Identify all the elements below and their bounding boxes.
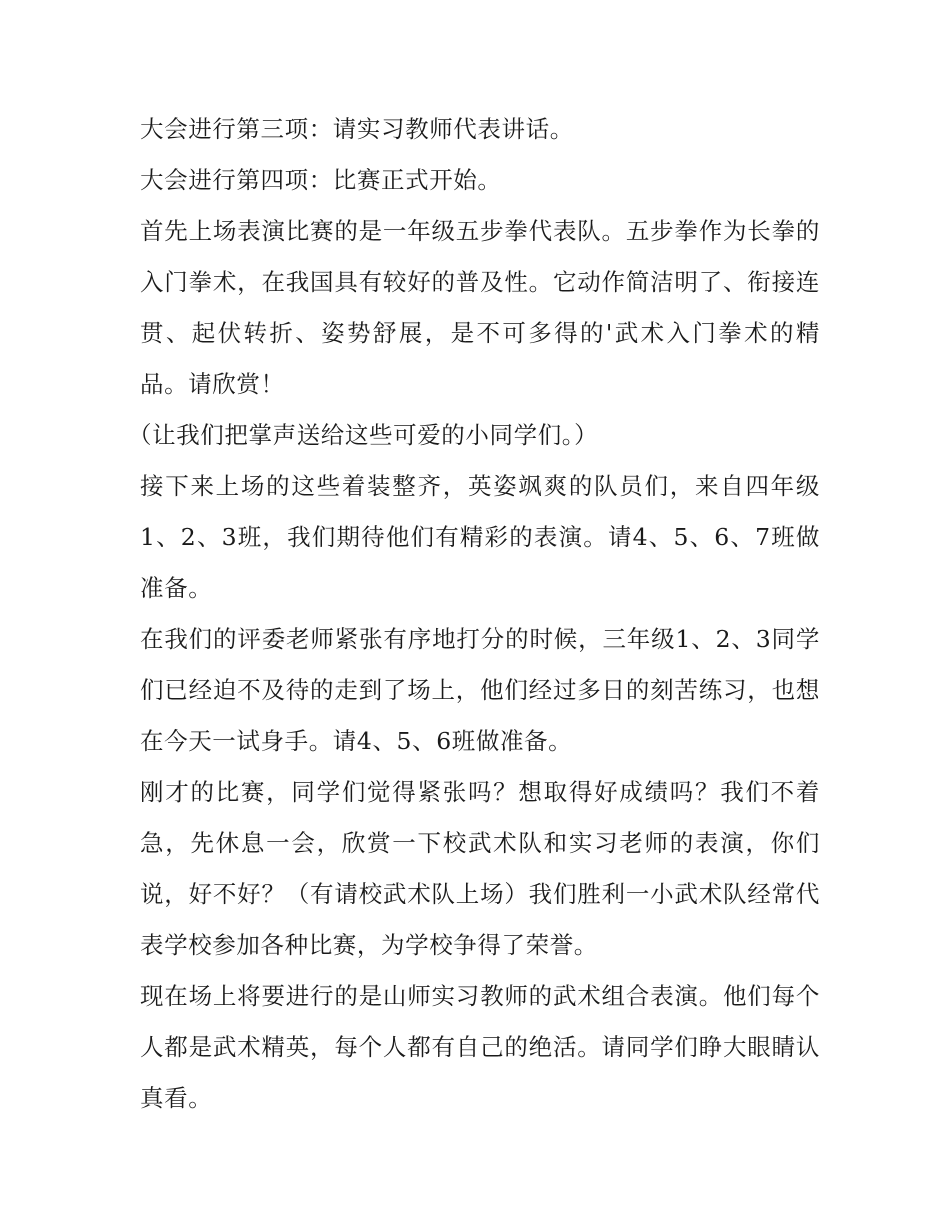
paragraph-teacher-performance: 现在场上将要进行的是山师实习教师的武术组合表演。他们每个人都是武术精英，每个人都有自己的绝活。请同学们睁大眼睛认真看。 (140, 982, 820, 1112)
paragraph-grade-four-team: 接下来上场的这些着装整齐，英姿飒爽的队员们，来自四年级1、2、3班，我们期待他们有精彩的表演。请4、5、6、7班做准备。 (140, 472, 820, 602)
paragraph-applause-note: （让我们把掌声送给这些可爱的小同学们。） (128, 421, 599, 449)
paragraph-agenda-item-4: 大会进行第四项：比赛正式开始。 (140, 166, 502, 194)
paragraph-grade-three-team: 在我们的评委老师紧张有序地打分的时候，三年级1、2、3同学们已经迫不及待的走到了场上，他们经过多日的刻苦练习，也想在今天一试身手。请4、5、6班做准备。 (140, 625, 820, 755)
document-body (128, 104, 820, 1124)
paragraph-intermission: 刚才的比赛，同学们觉得紧张吗？想取得好成绩吗？我们不着急，先休息一会，欣赏一下校武术队和实习老师的表演，你们说，好不好？（有请校武术队上场）我们胜利一小武术队经常代表学校参加各种比赛，为学校争得了荣誉。 (140, 778, 820, 959)
paragraph-first-performance: 首先上场表演比赛的是一年级五步拳代表队。五步拳作为长拳的入门拳术，在我国具有较好的普及性。它动作简洁明了、衔接连贯、起伏转折、姿势舒展，是不可多得的'武术入门拳术的精品。请欣赏！ (140, 217, 820, 398)
paragraph-agenda-item-3: 大会进行第三项：请实习教师代表讲话。 (140, 115, 574, 143)
